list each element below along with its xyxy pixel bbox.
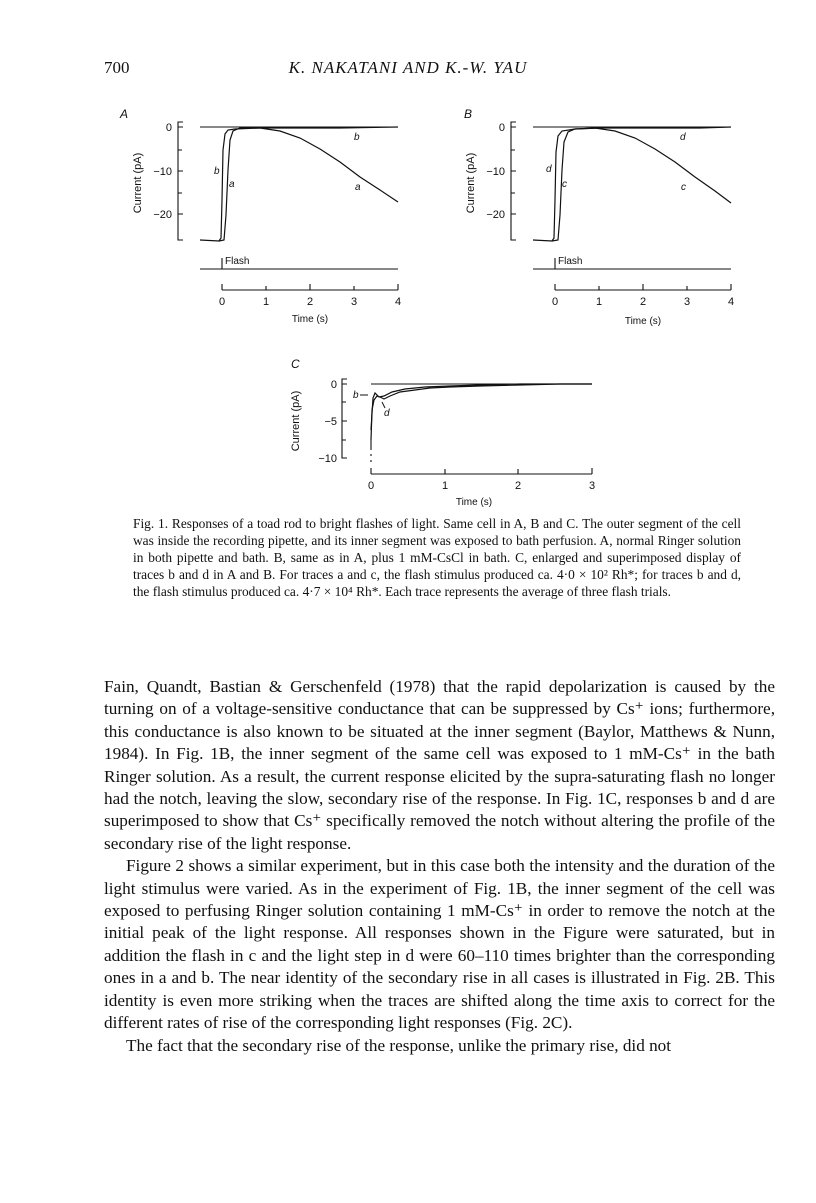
panel-a-xtick-3: 3 [350, 296, 358, 308]
panel-c-label: C [291, 357, 300, 371]
panel-c-ytick-2: −10 [318, 453, 337, 465]
panel-b-trace-label-c2: c [681, 182, 686, 193]
panel-c-trace-label-b: b [353, 390, 359, 401]
panel-c-trace-label-d: d [384, 408, 390, 419]
figure-caption [133, 515, 741, 600]
panel-b-ytick-1: −10 [486, 166, 505, 178]
panel-b-trace-label-d1: d [546, 164, 552, 175]
panel-b-xlabel: Time (s) [624, 316, 662, 327]
page-number: 700 [104, 58, 130, 77]
panel-b-xtick-0: 0 [551, 296, 559, 308]
panel-a-trace-label-a1: a [229, 179, 235, 190]
running-header: K. NAKATANI AND K.-W. YAU [288, 58, 528, 77]
body-paragraph-2: Figure 2 shows a similar experiment, but in this case both the intensity and the duration of the light stimulus were varied. As in the experiment of Fig. 1B, the inner segment of the cell was exposed to perfusing Ringer solution containing 1 mM-Cs⁺ in order to remove the notch at the initial peak of the light response. All responses shown in the Figure were saturated, but in addition the flash in c and the light step in d were 60–110 times brighter than the corresponding ones in a and b. The near identity of the secondary rise in all cases is illustrated in Fig. 2B. This identity is even more striking when the traces are shifted along the time axis to correct for the different rates of rise of the corresponding light responses (Fig. 2C). [104, 856, 775, 1033]
body-paragraph-3: The fact that the secondary rise of the response, unlike the primary rise, did not [126, 1035, 672, 1055]
panel-a [119, 107, 401, 325]
caption-fig-label: Fig. 1. [133, 516, 169, 531]
panel-a-label: A [120, 107, 129, 121]
panel-b-ytick-2: −20 [486, 209, 505, 221]
panel-a-flash-label: Flash [225, 256, 250, 267]
panel-b-xtick-2: 2 [639, 296, 647, 308]
panel-b-xtick-1: 1 [595, 296, 603, 308]
panel-b-ylabel: Current (pA) [465, 152, 477, 214]
panel-a-xtick-4: 4 [394, 296, 402, 308]
panel-b-trace-label-c1: c [562, 179, 567, 190]
body-paragraph-1: Fain, Quandt, Bastian & Gerschenfeld (1978) that the rapid depolarization is caused by the turning on of a voltage-sensitive conductance that can be suppressed by Cs⁺ ions; furthermore, this conductance is also known to be situated at the inner segment (Baylor, Matthews & Nunn, 1984). In Fig. 1B, the inner segment of the same cell was exposed to 1 mM-Cs⁺ in the bath Ringer solution. As a result, the current response elicited by the supra-saturating flash no longer had the notch, leaving the slow, secondary rise of the response. In Fig. 1C, responses b and d are superimposed to show that Cs⁺ specifically removed the notch without altering the profile of the secondary rise of the light response. [104, 677, 775, 853]
panel-a-xtick-1: 1 [262, 296, 270, 308]
panel-b-label: B [464, 107, 473, 121]
panel-c-xlabel: Time (s) [455, 497, 493, 508]
panel-c-ytick-1: −5 [324, 416, 337, 428]
panel-a-ytick-0: 0 [165, 122, 172, 134]
panel-a-ytick-1: −10 [153, 166, 172, 178]
panel-a-xtick-0: 0 [218, 296, 226, 308]
panel-b-flash-label: Flash [558, 256, 583, 267]
panel-c-ytick-0: 0 [330, 379, 337, 391]
panel-a-trace-label-a2: a [355, 182, 361, 193]
panel-c-xtick-1: 1 [441, 480, 449, 492]
panel-a-xtick-2: 2 [306, 296, 314, 308]
body-text [104, 676, 775, 1057]
caption-text: Responses of a toad rod to bright flashes of light. Same cell in A, B and C. The outer segment of the cell was inside the recording pipette, and its inner segment was exposed to bath perfusion. A, normal Ringer solution in both pipette and bath. B, same as in A, plus 1 mM-CsCl in bath. C, enlarged and superimposed display of traces b and d in A and B. For traces a and c, the flash stimulus produced ca. 4·0 × 10² Rh*; for traces b and d, the flash stimulus produced ca. 4·7 × 10⁴ Rh*. Each trace represents the average of three flash trials. [133, 516, 741, 599]
panel-c-xtick-0: 0 [367, 480, 375, 492]
panel-b-xtick-4: 4 [727, 296, 735, 308]
panel-a-xlabel: Time (s) [291, 314, 329, 325]
panel-c-xtick-2: 2 [514, 480, 522, 492]
panel-b-trace-c [552, 128, 731, 241]
figure-1 [0, 0, 816, 515]
panel-a-trace-label-b1: b [214, 166, 220, 177]
panel-a-trace-a [219, 128, 398, 241]
panel-b-xtick-3: 3 [683, 296, 691, 308]
panel-b-ytick-0: 0 [498, 122, 505, 134]
panel-a-ylabel: Current (pA) [132, 152, 144, 214]
panel-a-trace-label-b2: b [354, 132, 360, 143]
panel-b [464, 107, 734, 327]
panel-c-ylabel: Current (pA) [290, 390, 302, 452]
panel-c-trace-d [371, 384, 592, 440]
panel-c-xtick-3: 3 [588, 480, 596, 492]
panel-c [290, 357, 595, 508]
panel-b-trace-label-d2: d [680, 132, 686, 143]
panel-a-ytick-2: −20 [153, 209, 172, 221]
